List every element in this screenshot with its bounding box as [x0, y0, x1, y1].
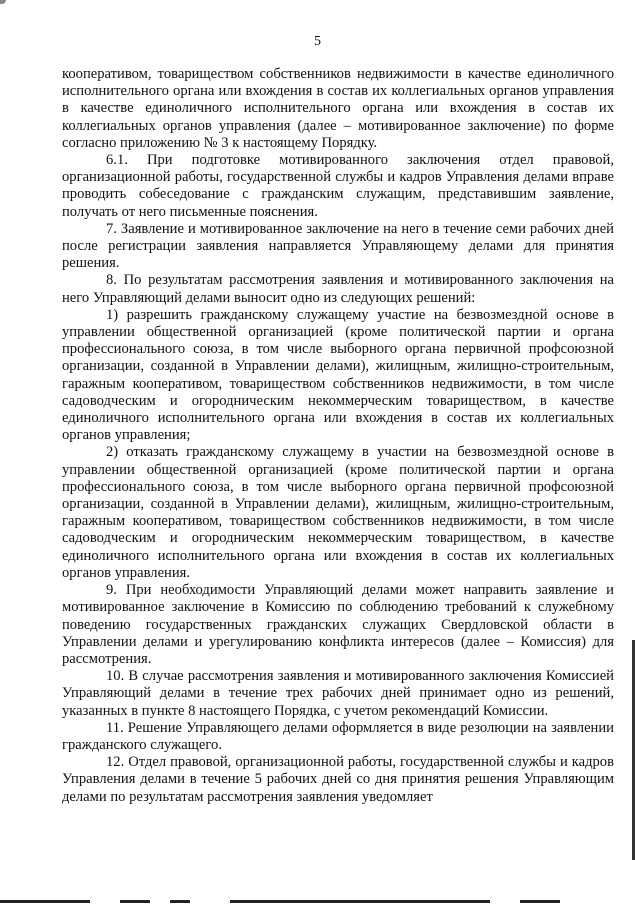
- paragraph-6-1: 6.1. При подготовке мотивированного заключения отдел правовой, организационной работы, государственной службы и кадров Управления делами вправе проводить собеседование с гражданским служащим, представившим заявление, получать от него письменные пояснения.: [62, 152, 614, 220]
- paragraph-12: 12. Отдел правовой, организационной работы, государственной службы и кадров Управления делами в течение 5 рабочих дней со дня принятия решения Управляющим делами по результатам рассмотрения заявления уведомляет: [62, 754, 614, 805]
- list-item-1: 1) разрешить гражданскому служащему участие на безвозмездной основе в управлении общественной организацией (кроме политической партии и органа профессионального союза, в том числе выборного органа первичной профсоюзной организации, созданной в Управлении делами), жилищным, жилищно-строительным, гаражным кооперативом, товариществом собственников недвижимости, в том числе садоводческим и огородническим некоммерческим товариществом, в качестве единоличного исполнительного органа или вхождения в состав их коллегиальных органов управления;: [62, 306, 614, 444]
- paragraph-continuation: кооперативом, товариществом собственников недвижимости в качестве единоличного исполнительного органа или вхождения в состав их коллегиальных органов управления в качестве единоличного исполнительного органа или вхождения в состав их коллегиальных органов управления (далее – мотивированное заключение) по форме согласно приложению № 3 к настоящему Порядку.: [62, 66, 614, 151]
- paragraph-9: 9. При необходимости Управляющий делами может направить заявление и мотивированное заключение в Комиссию по соблюдению требований к служебному поведению государственных гражданских служащих Свердловской области в Управлении делами и урегулированию конфликта интересов (далее – Комиссия) для рассмотрения.: [62, 582, 614, 667]
- document-body: [62, 66, 614, 806]
- page-number: 5: [314, 34, 321, 49]
- scan-artifact-top: [0, 0, 6, 4]
- paragraph-7: 7. Заявление и мотивированное заключение на него в течение семи рабочих дней после регистрации заявления направляется Управляющему делами для принятия решения.: [62, 220, 614, 272]
- paragraph-8: 8. По результатам рассмотрения заявления и мотивированного заключения на него Управляющий делами выносит одно из следующих решений:: [62, 272, 614, 306]
- list-item-2: 2) отказать гражданскому служащему в участии на безвозмездной основе в управлении общественной организацией (кроме политической партии и органа профессионального союза, в том числе выборного органа первичной профсоюзной организации, созданной в Управлении делами), жилищным, жилищно-строительным, гаражным кооперативом, товариществом собственников недвижимости, в том числе садоводческим и огородническим некоммерческим товариществом, в качестве единоличного исполнительного органа или вхождения в состав их коллегиальных органов управления.: [62, 444, 614, 581]
- paragraph-11: 11. Решение Управляющего делами оформляется в виде резолюции на заявлении гражданского служащего.: [62, 719, 614, 753]
- scan-artifact-footer: [0, 897, 635, 905]
- paragraph-10: 10. В случае рассмотрения заявления и мотивированного заключения Комиссией Управляющий делами в течение трех рабочих дней принимает одно из решений, указанных в пункте 8 настоящего Порядка, с учетом рекомендаций Комиссии.: [62, 668, 614, 719]
